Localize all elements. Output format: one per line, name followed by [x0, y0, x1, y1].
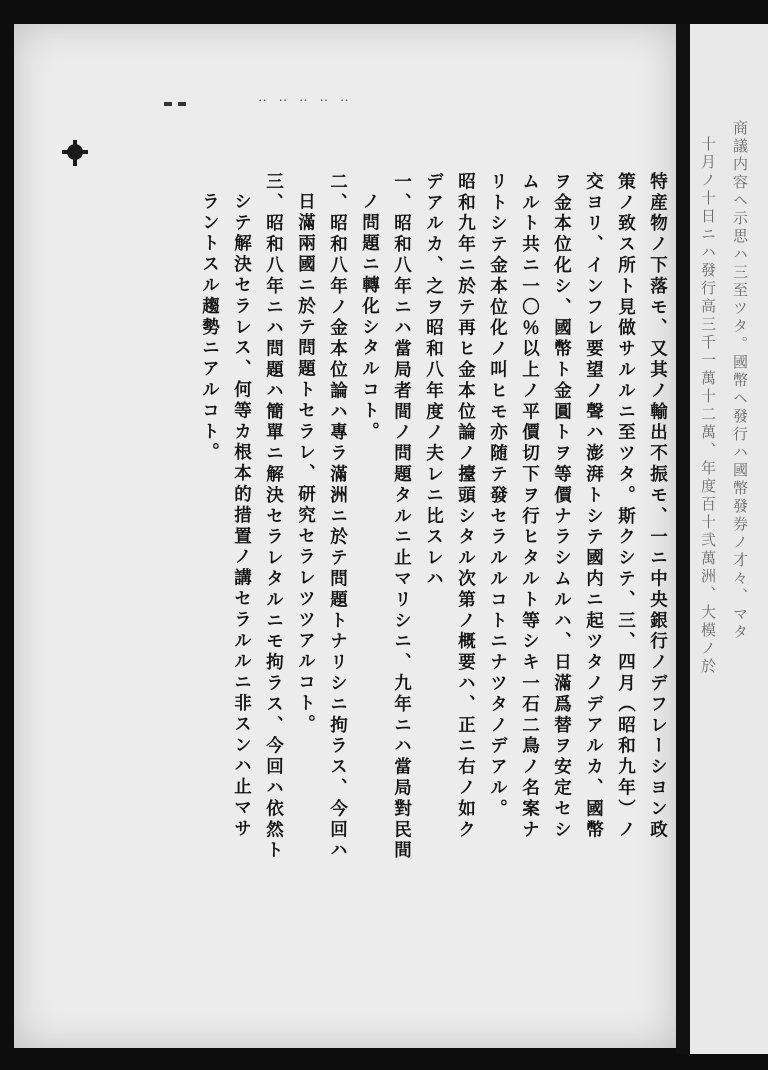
- text-column-1: 特産物ノ下落モ、又其ノ輸出不振モ、一ニ中央銀行ノデフレーシヨン政: [647, 172, 668, 841]
- ink-dash: [164, 102, 194, 106]
- text-column-15: ラントスル趨勢ニアルコト。: [199, 192, 220, 464]
- text-column-9: 一、昭和八年ニハ當局者間ノ問題タルニ止マリシニ、九年ニハ當局對民間: [391, 172, 412, 862]
- text-column-6: リトシテ金本位化ノ叫ヒモ亦随テ發セラルルコトニナツタノデアル。: [487, 172, 508, 820]
- adjacent-page-line-1: 商議内容ヘ示思ハ三至ツタ。國幣ヘ發行ハ國幣發券ノ才々、マタ: [731, 120, 749, 642]
- text-column-13: 三、昭和八年ニハ問題ハ簡單ニ解決セラレタルニモ拘ラス、今回ハ依然ト: [263, 172, 284, 862]
- text-column-7: 昭和九年ニ於テ再ヒ金本位論ノ擡頭シタル次第ノ概要ハ、正ニ右ノ如ク: [455, 172, 476, 841]
- text-column-5: ムルト共ニ一〇％以上ノ平價切下ヲ行ヒタルト等シキ一石二鳥ノ名案ナ: [519, 172, 540, 841]
- text-column-14: シテ解決セラレス、何等カ根本的措置ノ講セラルルニ非スンハ止マサ: [231, 192, 252, 840]
- running-header: ‥ ‥ ‥ ‥ ‥: [258, 90, 351, 105]
- text-column-12: 日滿兩國ニ於テ問題トセラレ、研究セラレツツアルコト。: [295, 192, 316, 736]
- document-page: [14, 24, 676, 1048]
- gutter-binding: [676, 24, 690, 1054]
- ink-blot-mark: [60, 140, 90, 166]
- text-column-2: 策ノ致ス所ト見做サルルニ至ツタ。斯クシテ、三、四月（昭和九年）ノ: [615, 172, 636, 841]
- text-column-10: ノ問題ニ轉化シタルコト。: [359, 192, 380, 443]
- text-column-4: ヲ金本位化シ、國幣ト金圓トヲ等價ナラシムルハ、日滿爲替ヲ安定セシ: [551, 172, 572, 841]
- text-column-8: デアルカ、之ヲ昭和八年度ノ夫レニ比スレハ: [423, 172, 444, 590]
- adjacent-page-line-2: 十月ノ十日ニハ發行高三千一萬十二萬、年度百十弐萬洲、大模ノ於: [699, 136, 717, 676]
- text-column-11: 二、昭和八年ノ金本位論ハ專ラ滿洲ニ於テ問題トナリシニ拘ラス、今回ハ: [327, 172, 348, 862]
- text-column-3: 交ヨリ、インフレ要望ノ聲ハ澎湃トシテ國内ニ起ツタノデアルカ、國幣: [583, 172, 604, 841]
- adjacent-page-strip: [690, 24, 768, 1054]
